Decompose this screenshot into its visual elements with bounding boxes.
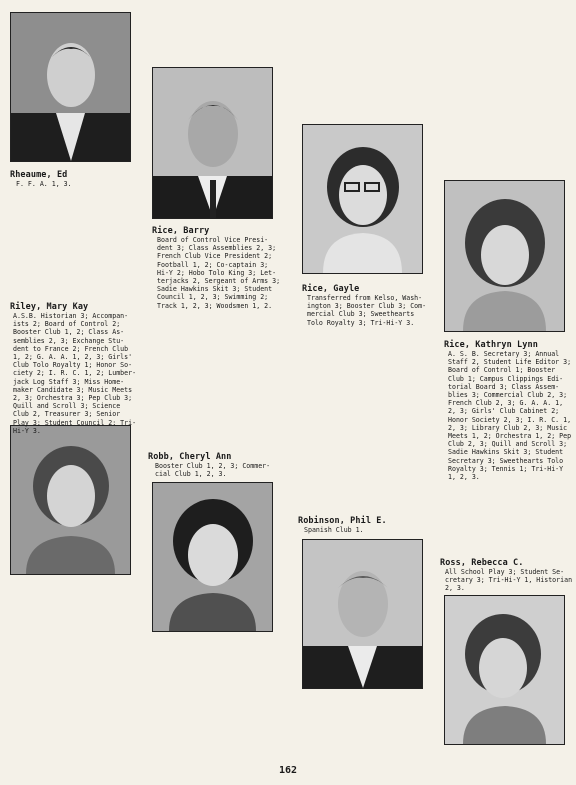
student-name: Riley, Mary Kay xyxy=(10,302,89,312)
student-activities: A. S. B. Secretary 3; Annual Staff 2, Student Life Editor 3; Board of Control 1; Booster Club 1; Campus Clippings Edi- torial Board 3; Class Assem- blies 3; Commercial Club 2, 3; French Club 2, 3; G. A. A. 1, 2, 3; Girls' Club Cabinet 2; Honor Society 2, 3; I. R. C. 1, 2, 3; Library Club 2, 3; Music Meets 1, 2; Orchestra 1, 2; Pep Club 2, 3; Quill and Scroll 3; Sadie Hawkins Skit 3; Student Secretary 3; Sweethearts Tolo Royalty 3; Tennis 1; Tri-Hi-Y 1, 2, 3. xyxy=(448,350,572,482)
portrait-photo-rice-gayle xyxy=(302,124,423,274)
student-name: Robinson, Phil E. xyxy=(298,516,387,526)
portrait-photo-robinson-phil-e xyxy=(302,539,423,689)
student-activities: A.S.B. Historian 3; Accompan- ists 2; Board of Control 2; Booster Club 1, 2; Class As- semblies 2, 3; Exchange Stu- dent to France 2; French Club 1, 2; G. A. A. 1, 2, 3; Girls' Club Tolo Royalty 1; Honor So- ciety 2; I. R. C. 1, 2; Lumber- jack Log Staff 3; Miss Home- maker Candidate 3; Music Meets 2, 3; Orchestra 3; Pep Club 3; Quill and Scroll 3; Science Club 2, Treasurer 3; Senior Play 3; Student Council 2; Tri- Hi-Y 3. xyxy=(13,312,137,435)
student-name: Robb, Cheryl Ann xyxy=(148,452,232,462)
student-activities: Transferred from Kelso, Wash- ington 3; Booster Club 3; Com- mercial Club 3; Sweethearts Tolo Royalty 3; Tri-Hi-Y 3. xyxy=(307,294,427,327)
student-activities: F. F. A. 1, 3. xyxy=(16,180,72,188)
portrait-photo-robb-cheryl-ann xyxy=(152,482,273,632)
portrait-photo-rheaume-ed xyxy=(10,12,131,162)
portrait-photo-ross-rebecca-c xyxy=(444,595,565,745)
student-name: Ross, Rebecca C. xyxy=(440,558,524,568)
student-activities: All School Play 3; Student Se- cretary 3; Tri-Hi-Y 1, Historian 2, 3. xyxy=(445,568,573,593)
student-name: Rice, Gayle xyxy=(302,284,360,294)
student-name: Rice, Barry xyxy=(152,226,210,236)
student-activities: Board of Control Vice Presi- dent 3; Class Assemblies 2, 3; French Club Vice President 2; Football 1, 2; Co-captain 3; Hi-Y 2; Hobo Tolo King 3; Let- terjacks 2, Sergeant of Arms 3; Sadie Hawkins Skit 3; Student Council 1, 2, 3; Swimming 2; Track 1, 2, 3; Woodsmen 1, 2. xyxy=(157,236,281,310)
student-activities: Booster Club 1, 2, 3; Commer- cial Club 1, 2, 3. xyxy=(155,462,271,479)
portrait-photo-rice-barry xyxy=(152,67,273,219)
portrait-photo-riley-mary-kay xyxy=(10,425,131,575)
portrait-photo-rice-kathryn-lynn xyxy=(444,180,565,332)
student-activities: Spanish Club 1. xyxy=(304,526,364,534)
page-number: 162 xyxy=(278,765,298,776)
student-name: Rice, Kathryn Lynn xyxy=(444,340,538,350)
student-name: Rheaume, Ed xyxy=(10,170,68,180)
